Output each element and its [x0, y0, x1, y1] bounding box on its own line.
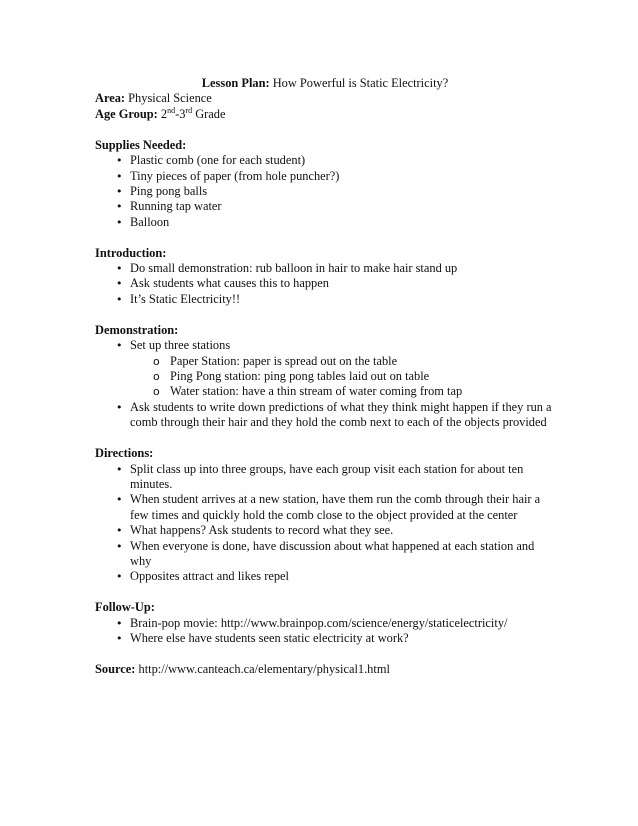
introduction-heading — [95, 246, 555, 261]
list-item: • Balloon — [95, 215, 555, 230]
list-item: • Running tap water — [95, 199, 555, 214]
supplies-heading — [95, 138, 555, 153]
grade-start: 2 — [160, 106, 168, 121]
list-item: • When everyone is done, have discussion about what happened at each station and why — [95, 539, 555, 570]
grade-separator: -3 — [175, 106, 186, 121]
source-line — [95, 662, 555, 677]
list-item: • Where else have students seen static electricity at work? — [95, 631, 555, 646]
directions-list — [95, 462, 555, 585]
list-item: • What happens? Ask students to record what they see. — [95, 523, 555, 538]
demonstration-heading — [95, 323, 555, 338]
age-group-line — [95, 107, 555, 122]
directions-heading-text: Directions: — [95, 446, 154, 461]
title-label: Lesson Plan: — [201, 76, 270, 90]
stations-list — [130, 354, 555, 400]
demonstration-heading-text: Demonstration: — [95, 322, 179, 337]
demonstration-list — [95, 338, 555, 430]
grade-start-suffix: nd — [167, 105, 176, 115]
stations-setup-text: Set up three stations — [130, 338, 231, 353]
area-label: Area: — [95, 91, 126, 106]
follow-up-heading — [95, 600, 555, 615]
grade-word: Grade — [195, 106, 226, 121]
list-item: • Ask students to write down predictions of what they think might happen if they run a comb through their hair and they hold the comb next to each of the objects provided — [95, 400, 555, 431]
list-item: • Brain-pop movie: http://www.brainpop.com/science/energy/staticelectricity/ — [95, 616, 555, 631]
source-url: http://www.canteach.ca/elementary/physical1.html — [138, 662, 390, 676]
list-item: • Do small demonstration: rub balloon in hair to make hair stand up — [95, 261, 555, 276]
list-item: • Split class up into three groups, have each group visit each station for about ten minutes. — [95, 462, 555, 493]
introduction-heading-text: Introduction: — [95, 245, 167, 260]
station-item: o Paper Station: paper is spread out on the table — [130, 354, 555, 369]
list-item: • When student arrives at a new station, have them run the comb through their hair a few times and quickly hold the comb close to the object provided at the center — [95, 492, 555, 523]
station-item: o Ping Pong station: ping pong tables laid out on table — [130, 369, 555, 384]
list-item: • Ping pong balls — [95, 184, 555, 199]
lesson-plan-body — [95, 76, 555, 677]
list-item: • Tiny pieces of paper (from hole puncher?) — [95, 169, 555, 184]
follow-up-list — [95, 616, 555, 647]
introduction-list — [95, 261, 555, 307]
list-item: • Opposites attract and likes repel — [95, 569, 555, 584]
follow-up-heading-text: Follow-Up: — [95, 600, 155, 615]
list-item: • It’s Static Electricity!! — [95, 292, 555, 307]
source-label: Source: — [95, 662, 136, 676]
page-title — [95, 76, 555, 91]
list-item: • Plastic comb (one for each student) — [95, 153, 555, 168]
area-line — [95, 91, 555, 106]
supplies-heading-text: Supplies Needed: — [95, 137, 187, 152]
list-item: • Ask students what causes this to happen — [95, 276, 555, 291]
area-value: Physical Science — [128, 91, 212, 106]
supplies-list — [95, 153, 555, 230]
list-item — [95, 338, 555, 400]
age-group-label: Age Group: — [95, 106, 158, 121]
station-item: o Water station: have a thin stream of water coming from tap — [130, 384, 555, 399]
directions-heading — [95, 446, 555, 461]
title-text: How Powerful is Static Electricity? — [272, 76, 449, 90]
grade-end-suffix: rd — [185, 105, 193, 115]
